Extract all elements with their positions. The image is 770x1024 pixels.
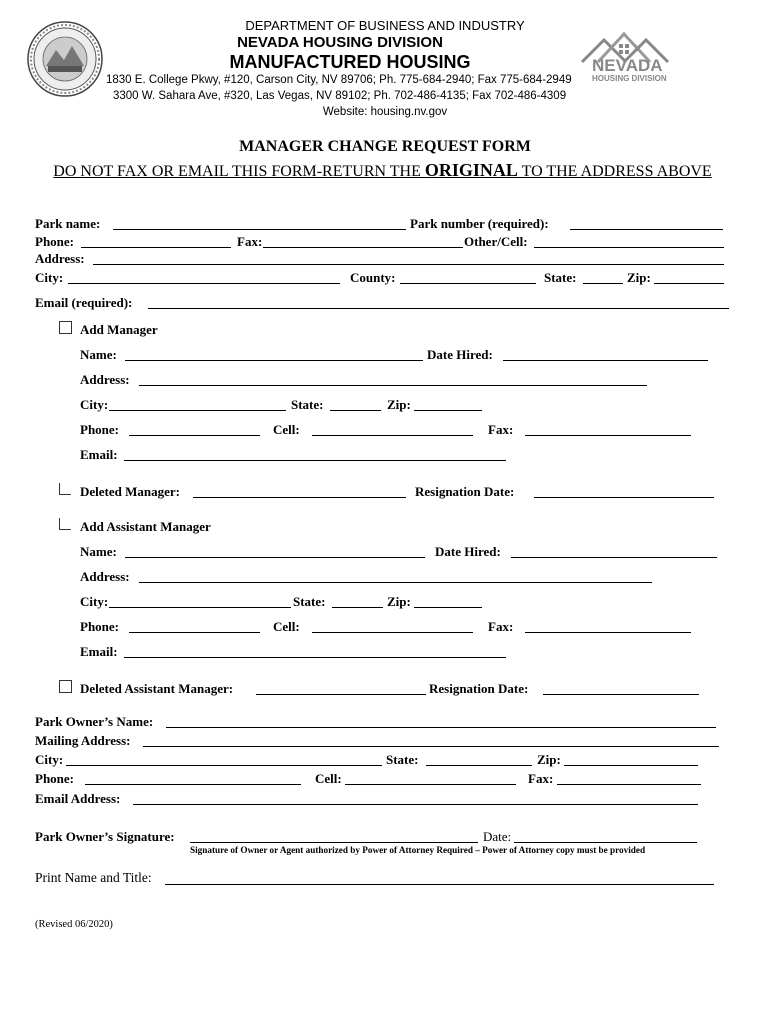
manager-fax-label: Fax: <box>488 422 514 437</box>
park-county-field[interactable] <box>400 283 536 284</box>
assistant-address-label: Address: <box>80 569 130 584</box>
division-title: NEVADA HOUSING DIVISION <box>237 34 443 51</box>
add-assistant-checkbox[interactable] <box>59 518 71 530</box>
assistant-address-field[interactable] <box>139 582 652 583</box>
assistant-resignation-label: Resignation Date: <box>429 681 529 696</box>
owner-mailing-label: Mailing Address: <box>35 733 131 748</box>
assistant-resignation-field[interactable] <box>543 694 699 695</box>
owner-phone-label: Phone: <box>35 771 74 786</box>
logo-division-text: HOUSING DIVISION <box>592 74 667 83</box>
manager-resignation-field[interactable] <box>534 497 714 498</box>
park-other-cell-field[interactable] <box>534 247 724 248</box>
park-name-field[interactable] <box>113 229 406 230</box>
add-manager-checkbox[interactable] <box>59 321 72 334</box>
owner-zip-field[interactable] <box>564 765 698 766</box>
park-zip-field[interactable] <box>654 283 724 284</box>
park-email-label: Email (required): <box>35 295 133 310</box>
deleted-manager-checkbox[interactable] <box>59 483 71 495</box>
form-title: MANAGER CHANGE REQUEST FORM <box>239 138 531 155</box>
assistant-cell-field[interactable] <box>312 632 473 633</box>
owner-signature-label: Park Owner’s Signature: <box>35 829 175 844</box>
owner-name-field[interactable] <box>166 727 716 728</box>
notice-post: TO THE ADDRESS ABOVE <box>517 163 712 180</box>
park-zip-label: Zip: <box>627 270 651 285</box>
program-title: MANUFACTURED HOUSING <box>229 52 471 72</box>
carson-city-address: 1830 E. College Pkwy, #120, Carson City, NV 89706; Ph. 775-684-2940; Fax 775-684-2949 <box>106 74 572 86</box>
park-state-field[interactable] <box>583 283 623 284</box>
return-notice <box>0 160 765 181</box>
assistant-fax-label: Fax: <box>488 619 514 634</box>
manager-zip-field[interactable] <box>414 410 482 411</box>
manager-city-field[interactable] <box>109 410 286 411</box>
manager-city-label: City: <box>80 397 109 412</box>
park-other-cell-label: Other/Cell: <box>464 234 528 249</box>
park-email-field[interactable] <box>148 308 729 309</box>
park-city-label: City: <box>35 270 64 285</box>
manager-zip-label: Zip: <box>387 397 411 412</box>
add-assistant-heading: Add Assistant Manager <box>80 519 211 534</box>
park-address-label: Address: <box>35 251 85 266</box>
assistant-email-label: Email: <box>80 644 118 659</box>
park-phone-field[interactable] <box>81 247 231 248</box>
park-number-field[interactable] <box>570 229 723 230</box>
manager-address-label: Address: <box>80 372 130 387</box>
assistant-name-field[interactable] <box>125 557 425 558</box>
manager-resignation-label: Resignation Date: <box>415 484 515 499</box>
owner-city-label: City: <box>35 752 64 767</box>
deleted-manager-field[interactable] <box>193 497 406 498</box>
owner-signature-field[interactable] <box>190 842 478 843</box>
website: Website: housing.nv.gov <box>322 106 448 118</box>
owner-cell-label: Cell: <box>315 771 342 786</box>
owner-zip-label: Zip: <box>537 752 561 767</box>
manager-date-hired-label: Date Hired: <box>427 347 493 362</box>
signature-date-label: Date: <box>483 829 512 844</box>
las-vegas-address: 3300 W. Sahara Ave, #320, Las Vegas, NV 89102; Ph. 702-486-4135; Fax 702-486-4309 <box>113 90 567 102</box>
assistant-city-label: City: <box>80 594 109 609</box>
add-manager-heading: Add Manager <box>80 322 158 337</box>
print-name-label: Print Name and Title: <box>35 870 152 885</box>
manager-date-hired-field[interactable] <box>503 360 708 361</box>
manager-cell-field[interactable] <box>312 435 473 436</box>
assistant-city-field[interactable] <box>109 607 291 608</box>
notice-original: ORIGINAL <box>424 160 518 180</box>
assistant-name-label: Name: <box>80 544 117 559</box>
assistant-zip-label: Zip: <box>387 594 411 609</box>
owner-fax-field[interactable] <box>557 784 701 785</box>
park-address-field[interactable] <box>93 264 724 265</box>
owner-fax-label: Fax: <box>528 771 554 786</box>
assistant-date-hired-field[interactable] <box>511 557 717 558</box>
manager-state-label: State: <box>291 397 324 412</box>
deleted-assistant-field[interactable] <box>256 694 426 695</box>
owner-state-label: State: <box>386 752 419 767</box>
manager-name-label: Name: <box>80 347 117 362</box>
assistant-state-label: State: <box>293 594 326 609</box>
owner-state-field[interactable] <box>426 765 532 766</box>
owner-city-field[interactable] <box>66 765 382 766</box>
revision-date: (Revised 06/2020) <box>35 919 113 930</box>
notice-pre: DO NOT FAX OR EMAIL THIS FORM-RETURN THE <box>53 163 425 180</box>
deleted-assistant-checkbox[interactable] <box>59 680 72 693</box>
manager-phone-label: Phone: <box>80 422 119 437</box>
assistant-zip-field[interactable] <box>414 607 482 608</box>
deleted-manager-label: Deleted Manager: <box>80 484 180 499</box>
owner-phone-field[interactable] <box>85 784 301 785</box>
signature-note: Signature of Owner or Agent authorized by Power of Attorney Required – Power of Attorney copy must be provided <box>190 845 646 855</box>
department-title: DEPARTMENT OF BUSINESS AND INDUSTRY <box>245 18 525 33</box>
park-name-label: Park name: <box>35 216 101 231</box>
assistant-email-field[interactable] <box>124 657 506 658</box>
manager-email-field[interactable] <box>124 460 506 461</box>
assistant-date-hired-label: Date Hired: <box>435 544 501 559</box>
assistant-fax-field[interactable] <box>525 632 691 633</box>
assistant-cell-label: Cell: <box>273 619 300 634</box>
park-city-field[interactable] <box>68 283 340 284</box>
park-county-label: County: <box>350 270 396 285</box>
owner-name-label: Park Owner’s Name: <box>35 714 154 729</box>
owner-mailing-field[interactable] <box>143 746 719 747</box>
park-phone-label: Phone: <box>35 234 74 249</box>
manager-email-label: Email: <box>80 447 118 462</box>
owner-email-field[interactable] <box>133 804 698 805</box>
park-fax-label: Fax: <box>237 234 263 249</box>
manager-name-field[interactable] <box>125 360 423 361</box>
assistant-phone-label: Phone: <box>80 619 119 634</box>
manager-phone-field[interactable] <box>129 435 260 436</box>
print-name-field[interactable] <box>165 884 714 885</box>
assistant-state-field[interactable] <box>332 607 383 608</box>
nevada-housing-logo <box>574 26 680 88</box>
owner-email-label: Email Address: <box>35 791 121 806</box>
deleted-assistant-label: Deleted Assistant Manager: <box>80 681 234 696</box>
assistant-phone-field[interactable] <box>129 632 260 633</box>
manager-fax-field[interactable] <box>525 435 691 436</box>
park-state-label: State: <box>544 270 577 285</box>
logo-nevada-text: NEVADA <box>592 56 663 75</box>
manager-cell-label: Cell: <box>273 422 300 437</box>
owner-cell-field[interactable] <box>345 784 516 785</box>
manager-address-field[interactable] <box>139 385 647 386</box>
park-fax-field[interactable] <box>263 247 463 248</box>
manager-state-field[interactable] <box>330 410 381 411</box>
signature-date-field[interactable] <box>514 842 697 843</box>
park-number-label: Park number (required): <box>410 216 549 231</box>
